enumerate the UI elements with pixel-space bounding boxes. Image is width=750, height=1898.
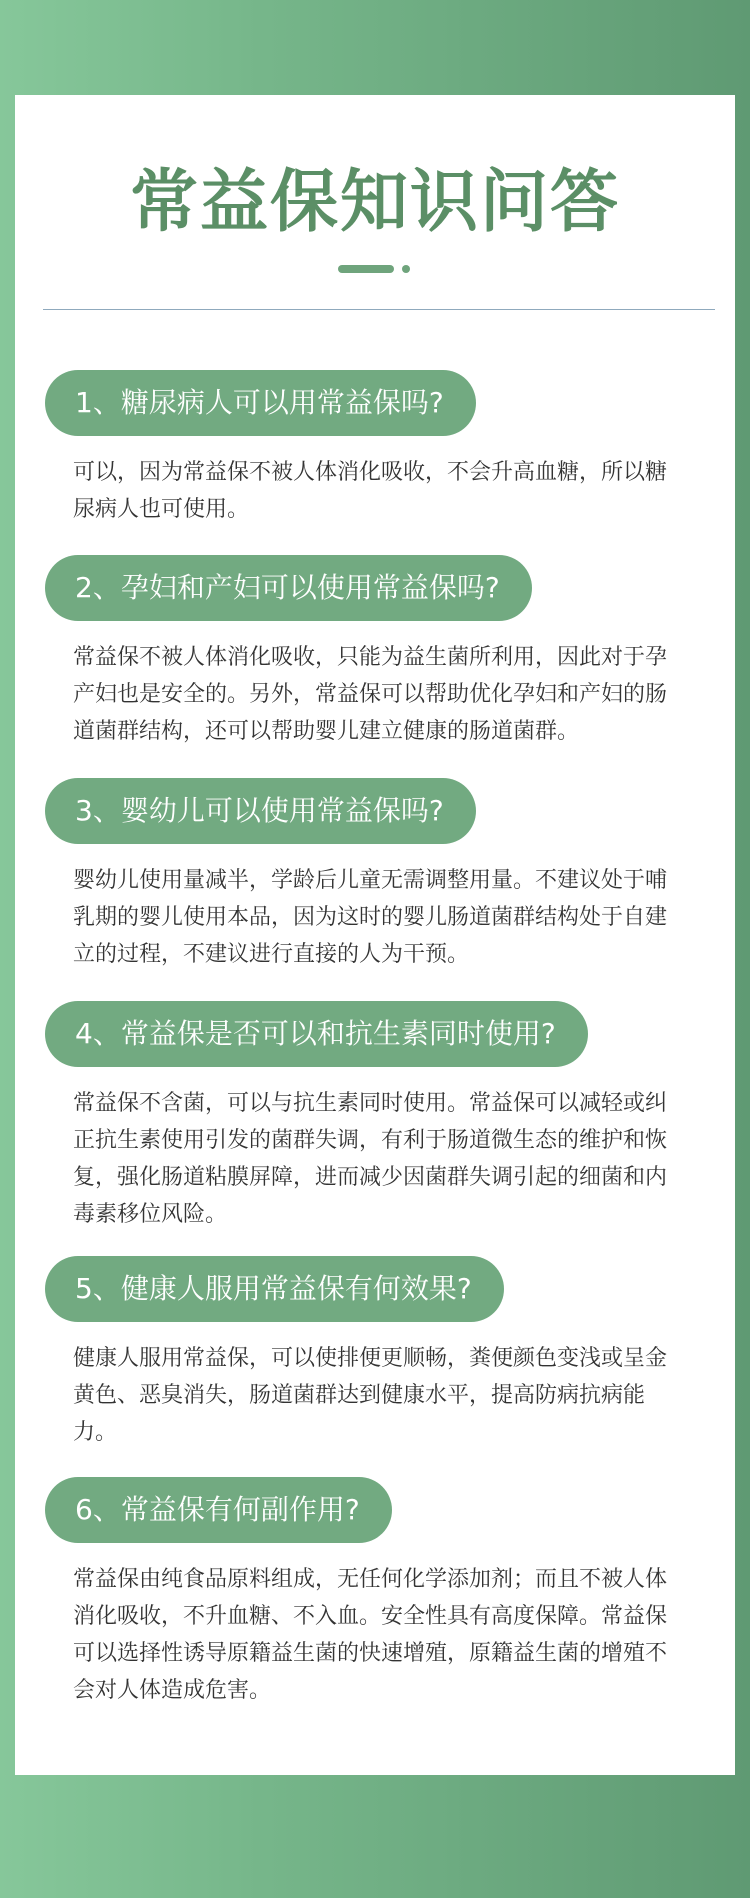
title-decoration-bar: [338, 265, 394, 273]
question-pill: 6、常益保有何副作用?: [45, 1477, 392, 1543]
content-card: [15, 95, 735, 1775]
qa-item-6: [45, 1477, 705, 1709]
qa-item-3: [45, 778, 705, 973]
answer-text: 常益保不被人体消化吸收，只能为益生菌所利用，因此对于孕产妇也是安全的。另外，常益保可以帮助优化孕妇和产妇的肠道菌群结构，还可以帮助婴儿建立健康的肠道菌群。: [73, 645, 668, 744]
question-pill: 2、孕妇和产妇可以使用常益保吗?: [45, 555, 532, 621]
answer-text: 常益保由纯食品原料组成，无任何化学添加剂；而且不被人体消化吸收，不升血糖、不入血。安全性具有高度保障。常益保可以选择性诱导原籍益生菌的快速增殖，原籍益生菌的增殖不会对人体造成危害。: [73, 1567, 668, 1703]
header-divider: [43, 309, 715, 310]
qa-item-5: [45, 1256, 705, 1451]
question-pill: 4、常益保是否可以和抗生素同时使用?: [45, 1001, 588, 1067]
answer-text: 健康人服用常益保，可以使排便更顺畅，粪便颜色变浅或呈金黄色、恶臭消失，肠道菌群达到健康水平，提高防病抗病能力。: [73, 1346, 668, 1445]
title-decoration: [338, 265, 418, 273]
answer-text: 常益保不含菌，可以与抗生素同时使用。常益保可以减轻或纠正抗生素使用引发的菌群失调，有利于肠道微生态的维护和恢复，强化肠道粘膜屏障，进而减少因菌群失调引起的细菌和内毒素移位风险。: [73, 1091, 668, 1227]
answer-text: 婴幼儿使用量减半，学龄后儿童无需调整用量。不建议处于哺乳期的婴儿使用本品，因为这时的婴儿肠道菌群结构处于自建立的过程，不建议进行直接的人为干预。: [73, 868, 668, 967]
qa-item-1: [45, 370, 705, 528]
title-decoration-dot: [402, 265, 410, 273]
question-pill: 3、婴幼儿可以使用常益保吗?: [45, 778, 476, 844]
qa-item-2: [45, 555, 705, 750]
answer-text: 可以，因为常益保不被人体消化吸收，不会升高血糖，所以糖尿病人也可使用。: [73, 460, 668, 522]
qa-item-4: [45, 1001, 705, 1233]
question-pill: 5、健康人服用常益保有何效果?: [45, 1256, 504, 1322]
question-pill: 1、糖尿病人可以用常益保吗?: [45, 370, 476, 436]
page-title: 常益保知识问答: [129, 163, 620, 242]
